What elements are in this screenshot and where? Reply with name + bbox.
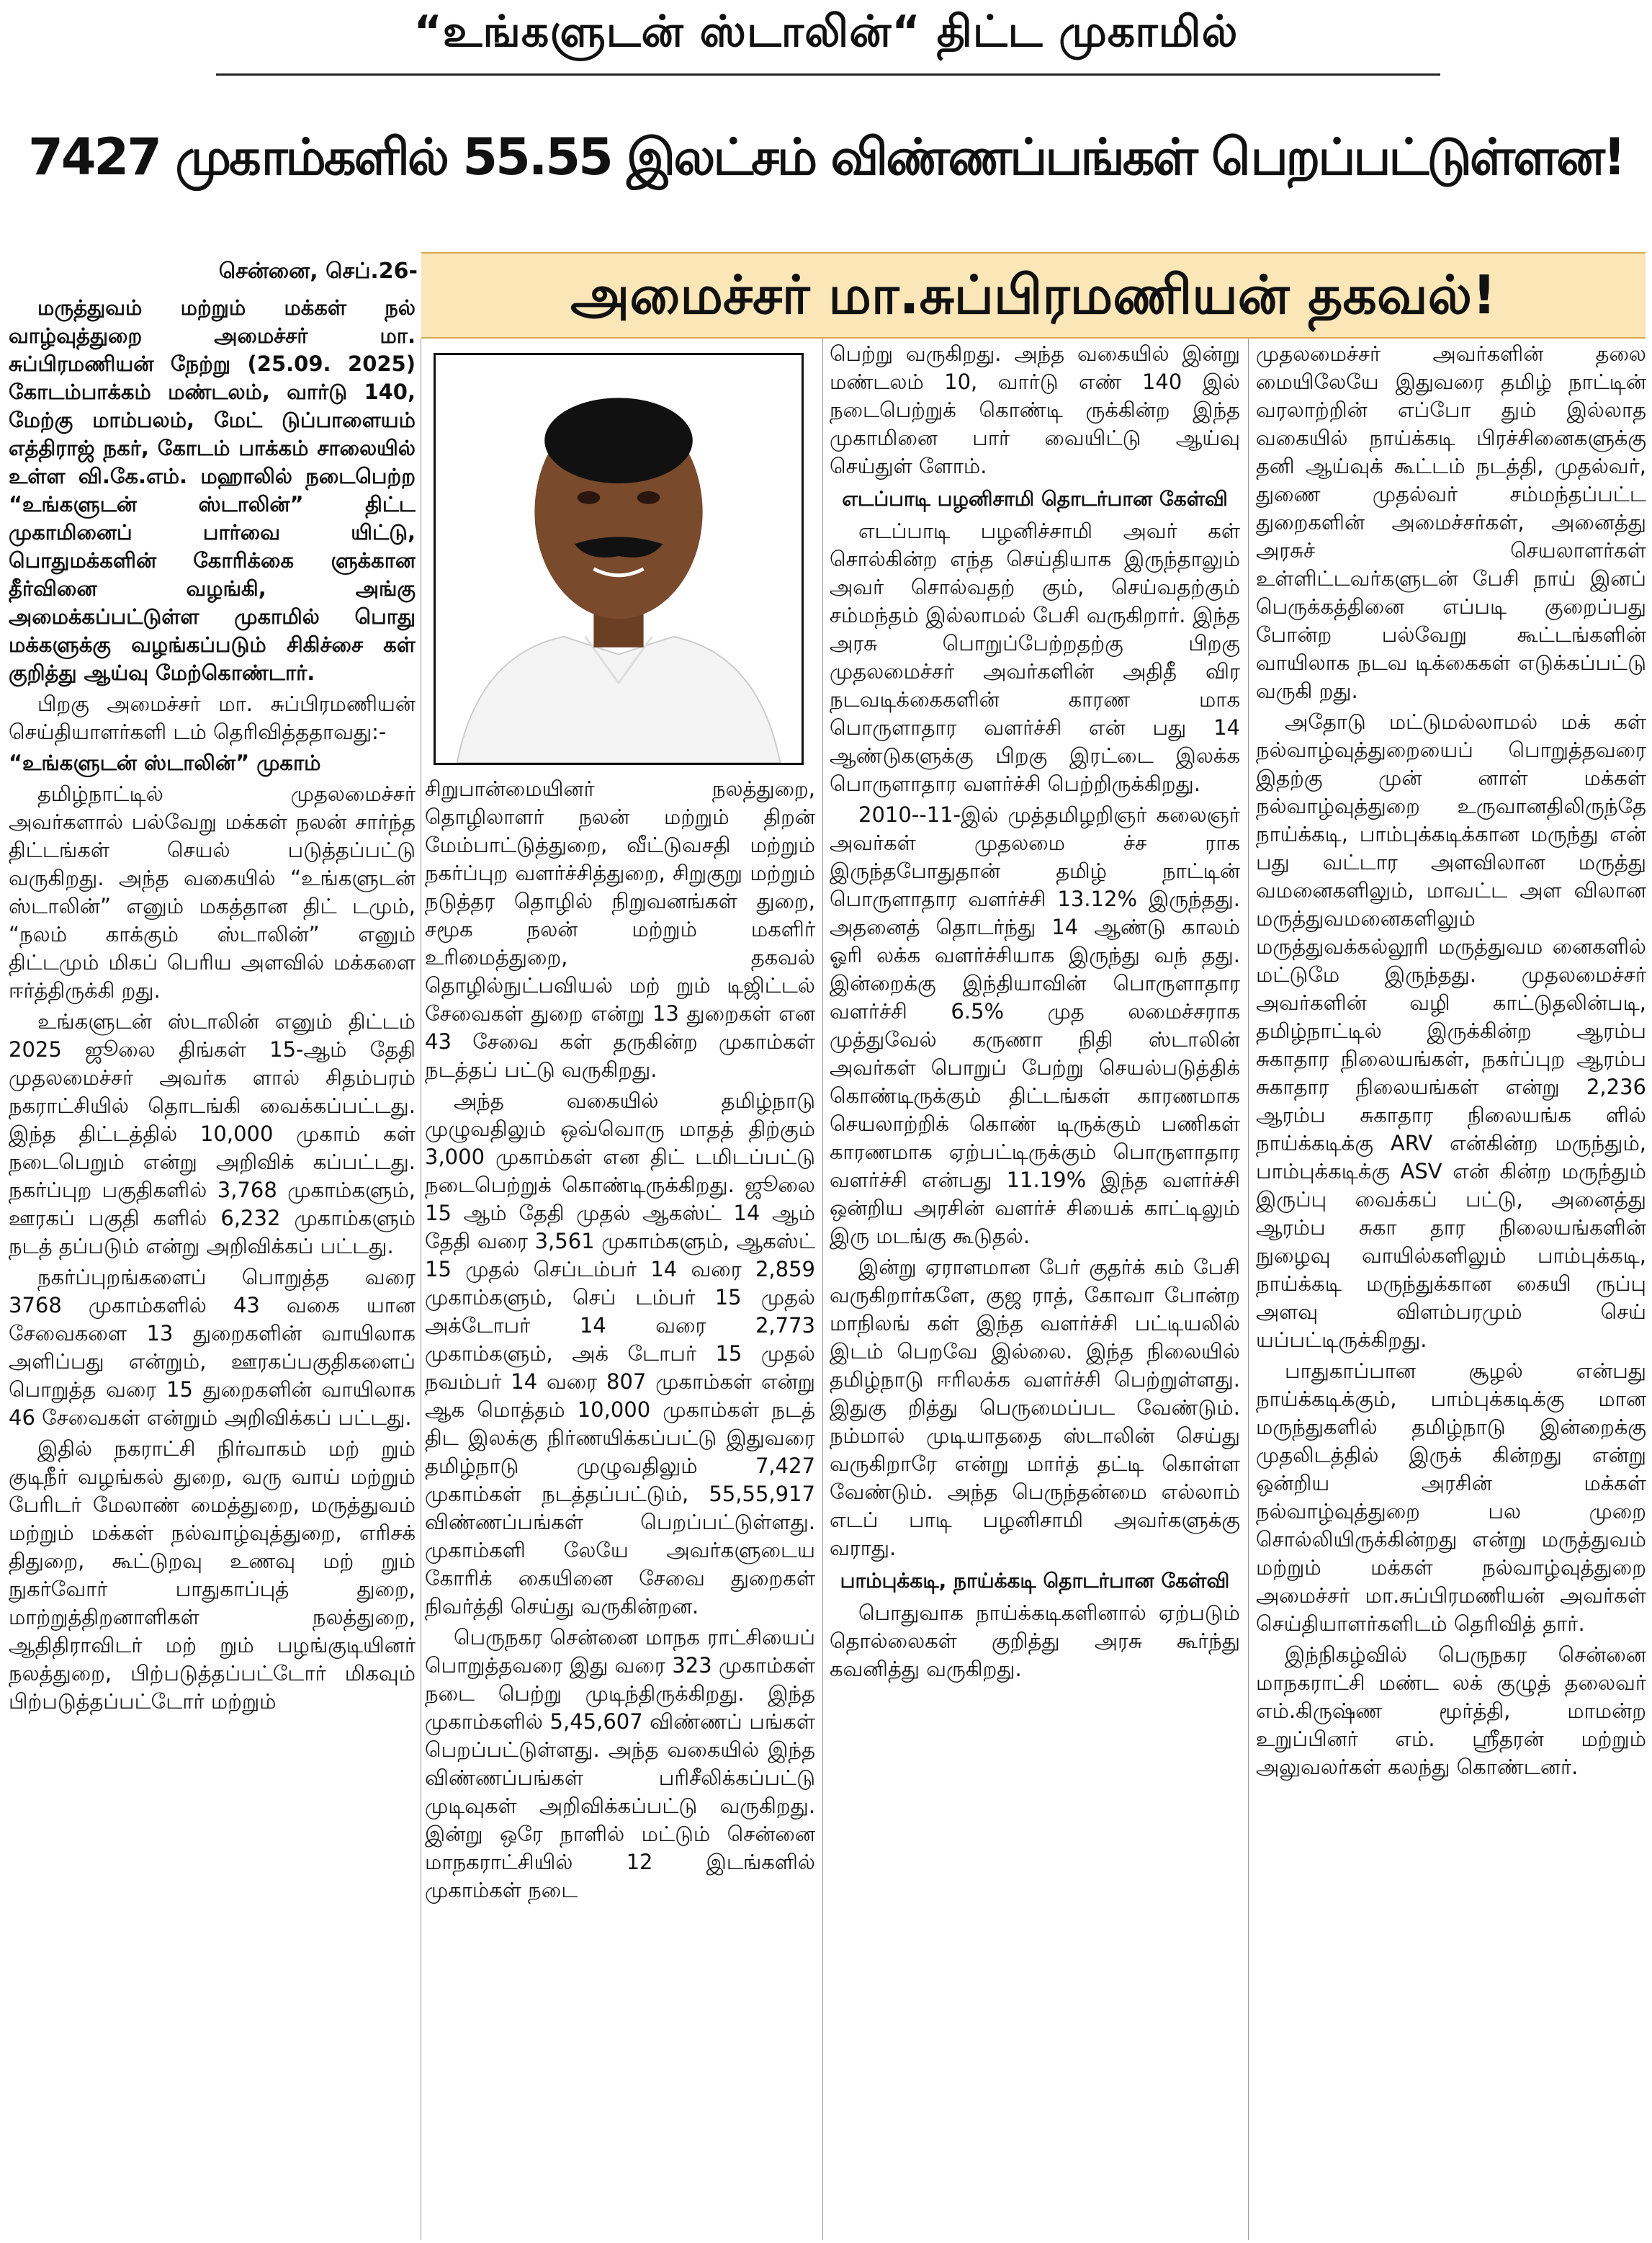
paragraph: பிறகு அமைச்சர் மா. சுப்பிரமணியன் செய்தியாளர்களி டம் தெரிவித்ததாவது:- xyxy=(9,691,416,744)
section-heading: எடப்பாடி பழனிசாமி தொடர்பான கேள்வி xyxy=(842,487,1228,511)
paragraph: பெருநகர சென்னை மாநக ராட்சியைப் பொறுத்தவரை இது வரை 323 முகாம்கள் நடை பெற்று முடிந்திருக்கிறது. இந்த முகாம்களில் 5,45,607 விண்ணப் பங்கள் பெறப்பட்டுள்ளது. அந்த வகையில் இந்த விண்ணப்பங்கள் பரிசீலிக்கப்பட்டு முடிவுகள் அறிவிக்கப்பட்டு வருகிறது. இன்று ஒரே நாளில் மட்டும் சென்னை மாநகராட்சியில் 12 இடங்களில் முகாம்கள் நடை xyxy=(425,1625,815,1902)
paragraph: எடப்பாடி பழனிச்சாமி அவர் கள் சொல்கின்ற எந்த செய்தியாக இருந்தாலும் அவர் சொல்வதற் கும், செய்வதற்கும் சம்மந்தம் இல்லாமல் பேசி வருகிறார். இந்த அரசு பொறுப்பேற்றதற்கு பிறகு முதலமைச்சர் அவர்களின் அதிதீ விர நடவடிக்கைகளின் காரண மாக பொருளாதார வளர்ச்சி என் பது 14 ஆண்டுகளுக்கு பிறகு இரட்டை இலக்க பொருளாதார வளர்ச்சி பெற்றிருக்கிறது. xyxy=(830,519,1240,796)
paragraph: இந்நிகழ்வில் பெருநகர சென்னை மாநகராட்சி மண்ட லக் குழுத் தலைவர் எம்.கிருஷ்ண மூர்த்தி, மாமன்ற உறுப்பினர் எம். ஸ்ரீதரன் மற்றும் அலுவலர்கள் கலந்து கொண்டனர். xyxy=(1256,1642,1646,1779)
article-column-2 xyxy=(425,775,815,2239)
paragraph: நகர்ப்புறங்களைப் பொறுத்த வரை 3768 முகாம்களில் 43 வகை யான சேவைகளை 13 துறைகளின் வாயிலாக அளிப்பது என்றும், ஊரகப்பகுதிகளைப் பொறுத்த வரை 15 துறைகளின் வாயிலாக 46 சேவைகள் என்றும் அறிவிக்கப் பட்டது. xyxy=(9,1265,416,1430)
article-column-4 xyxy=(1256,340,1646,2239)
kicker: “உங்களுடன் ஸ்டாலின்“ திட்ட முகாமில் xyxy=(413,6,1239,57)
minister-photo xyxy=(434,353,804,765)
column-rule xyxy=(822,339,823,2240)
paragraph: 2010--11-இல் முத்தமிழறிஞர் கலைஞர் அவர்கள் முதலமை ச்ச ராக இருந்தபோதுதான் தமிழ் நாட்டின் பொருளாதார வளர்ச்சி 13.12% இருந்தது. அதனைத் தொடர்ந்து 14 ஆண்டு காலம் ஓரி லக்க வளர்ச்சியாக இருந்து வந் தது. இன்றைக்கு இந்தியாவின் பொருளாதார வளர்ச்சி 6.5% முத லமைச்சராக முத்துவேல் கருணா நிதி ஸ்டாலின் அவர்கள் பொறுப் பேற்று செயல்படுத்திக் கொண்டிருக்கும் திட்டங்கள் காரணமாக செயலாற்றிக் கொண் டிருக்கும் பணிகள் காரணமாக ஏற்பட்டிருக்கும் பொருளாதார வளர்ச்சி என்பது 11.19% இந்த வளர்ச்சி ஒன்றிய அரசின் வளர்ச் சியைக் காட்டிலும் இரு மடங்கு கூடுதல். xyxy=(830,802,1240,1248)
paragraph: சிறுபான்மையினர் நலத்துறை, தொழிலாளர் நலன் மற்றும் திறன் மேம்பாட்டுத்துறை, வீட்டுவசதி மற்றும் நகர்ப்புற வளர்ச்சித்துறை, சிறுகுறு மற்றும் நடுத்தர தொழில் நிறுவனங்கள் துறை, சமூக நலன் மற்றும் மகளிர் உரிமைத்துறை, தகவல் தொழில்நுட்பவியல் மற் றும் டிஜிட்டல் சேவைகள் துறை என்று 13 துறைகள் என 43 சேவை கள் தருகின்ற முகாம்கள் நடத்தப் பட்டு வருகிறது. xyxy=(425,776,815,1082)
portrait-illustration xyxy=(436,355,802,763)
column-rule xyxy=(1248,339,1249,2240)
paragraph: இதில் நகராட்சி நிர்வாகம் மற் றும் குடிநீர் வழங்கல் துறை, வரு வாய் மற்றும் பேரிடர் மேலாண் மைத்துறை, மருத்துவம் மற்றும் மக்கள் நல்வாழ்வுத்துறை, எரிசக் திதுறை, கூட்டுறவு உணவு மற் றும் நுகர்வோர் பாதுகாப்புத் துறை, மாற்றுத்திறனாளிகள் நலத்துறை, ஆதிதிராவிடர் மற் றும் பழங்குடியினர் நலத்துறை, பிற்படுத்தப்பட்டோர் மிகவும் பிற்படுத்தப்பட்டோர் மற்றும் xyxy=(9,1436,416,1714)
headline: 7427 முகாம்களில் 55.55 இலட்சம் விண்ணப்பங்கள் பெறப்பட்டுள்ளன! xyxy=(28,127,1624,187)
section-heading: “உங்களுடன் ஸ்டாலின்” முகாம் xyxy=(9,751,321,775)
article-lead: மருத்துவம் மற்றும் மக்கள் நல் வாழ்வுத்துறை அமைச்சர் மா. சுப்பிரமணியன் நேற்று (25.09. 2025) கோடம்பாக்கம் மண்டலம், வார்டு 140, மேற்கு மாம்பலம், மேட் டுப்பாளையம் எத்திராஜ் நகர், கோடம் பாக்கம் சாலையில் உள்ள வி.கே.எம். மஹாலில் நடைபெற்ற “உங்களுடன் ஸ்டாலின்” திட்ட முகாமினைப் பார்வை யிட்டு, பொதுமக்களின் கோரிக்கை ளுக்கான தீர்வினை வழங்கி, அங்கு அமைக்கப்பட்டுள்ள முகாமில் பொது மக்களுக்கு வழங்கப்படும் சிகிச்சை கள் குறித்து ஆய்வு மேற்கொண்டார். xyxy=(9,295,416,685)
article-column-1 xyxy=(9,294,416,2239)
dateline: சென்னை, செப்.26- xyxy=(218,259,418,284)
paragraph: அதோடு மட்டுமல்லாமல் மக் கள் நல்வாழ்வுத்துறையைப் பொறுத்தவரை இதற்கு முன் னாள் மக்கள் நல்வாழ்வுத்துறை உருவானதிலிருந்தே நாய்க்கடி, பாம்புக்கடிக்கான மருந்து என் பது வட்டார அளவிலான மருத்து வமனைகளிலும், மாவட்ட அள விலான மருத்துவமனைகளிலும் மருத்துவக்கல்லூரி மருத்துவம னைகளில் மட்டுமே இருந்தது. முதலமைச்சர் அவர்களின் வழி காட்டுதலின்படி, தமிழ்நாட்டில் இருக்கின்ற ஆரம்ப சுகாதார நிலையங்கள், நகர்ப்புற ஆரம்ப சுகாதார நிலையங்கள் என்று 2,236 ஆரம்ப சுகாதார நிலையங்க ளில் நாய்க்கடிக்கு ARV என்கின்ற மருந்தும், பாம்புக்கடிக்கு ASV என் கின்ற மருந்தும் இருப்பு வைக்கப் பட்டு, அனைத்து ஆரம்ப சுகா தார நிலையங்களின் நுழைவு வாயில்களிலும் பாம்புக்கடி, நாய்க்கடி மருந்துக்கான கையி ருப்பு அளவு விளம்பரமும் செய் யப்பட்டிருக்கிறது. xyxy=(1256,709,1646,1352)
paragraph: பெற்று வருகிறது. அந்த வகையில் இன்று மண்டலம் 10, வார்டு எண் 140 இல் நடைபெற்றுக் கொண்டி ருக்கின்ற இந்த முகாமினை பார் வையிட்டு ஆய்வு செய்துள் ளோம். xyxy=(830,341,1240,478)
kicker-rule xyxy=(216,73,1440,76)
paragraph: பொதுவாக நாய்க்கடிகளினால் ஏற்படும் தொல்லைகள் குறித்து அரசு கூர்ந்து கவனித்து வருகிறது. xyxy=(830,1600,1240,1681)
paragraph: உங்களுடன் ஸ்டாலின் எனும் திட்டம் 2025 ஜூலை திங்கள் 15-ஆம் தேதி முதலமைச்சர் அவர்க ளால் சிதம்பரம் நகராட்சியில் தொடங்கி வைக்கப்பட்டது. இந்த திட்டத்தில் 10,000 முகாம் கள் நடைபெறும் என்று அறிவிக் கப்பட்டது. நகர்ப்புற பகுதிகளில் 3,768 முகாம்களும், ஊரகப் பகுதி களில் 6,232 முகாம்களும் நடத் தப்படும் என்று அறிவிக்கப் பட்டது. xyxy=(9,1009,416,1258)
section-heading: பாம்புக்கடி, நாய்க்கடி தொடர்பான கேள்வி xyxy=(840,1569,1230,1593)
paragraph: தமிழ்நாட்டில் முதலமைச்சர் அவர்களால் பல்வேறு மக்கள் நலன் சார்ந்த திட்டங்கள் செயல் படுத்தப்பட்டு வருகிறது. அந்த வகையில் “உங்களுடன் ஸ்டாலின்” எனும் மகத்தான திட் டமும், “நலம் காக்கும் ஸ்டாலின்” எனும் திட்டமும் மிகப் பெரிய அளவில் மக்களை ஈர்த்திருக்கி றது. xyxy=(9,782,416,1003)
paragraph: முதலமைச்சர் அவர்களின் தலை மையிலேயே இதுவரை தமிழ் நாட்டின் வரலாற்றின் எப்போ தும் இல்லாத வகையில் நாய்க்கடி பிரச்சினைகளுக்கு தனி ஆய்வுக் கூட்டம் நடத்தி, முதல்வர், துணை முதல்வர் சம்மந்தப்பட்ட துறைகளின் அமைச்சர்கள், அனைத்து அரசுச் செயலாளர்கள் உள்ளிட்டவர்களுடன் பேசி நாய் இனப் பெருக்கத்தினை எப்படி குறைப்பது போன்ற பல்வேறு கூட்டங்களின் வாயிலாக நடவ டிக்கைகள் எடுக்கப்பட்டு வருகி றது. xyxy=(1256,341,1646,703)
subhead: அமைச்சர் மா.சுப்பிரமணியன் தகவல்! xyxy=(570,264,1496,326)
subhead-band xyxy=(421,252,1646,339)
paragraph: பாதுகாப்பான சூழல் என்பது நாய்க்கடிக்கும், பாம்புக்கடிக்கு மான மருந்துகளில் தமிழ்நாடு இன்றைக்கு முதலிடத்தில் இருக் கின்றது என்று ஒன்றிய அரசின் மக்கள் நல்வாழ்வுத்துறை பல முறை சொல்லியிருக்கின்றது என்று மருத்துவம் மற்றும் மக்கள் நல்வாழ்வுத்துறை அமைச்சர் மா.சுப்பிரமணியன் அவர்கள் செய்தியாளர்களிடம் தெரிவித் தார். xyxy=(1256,1358,1646,1636)
paragraph: இன்று ஏராளமான பேர் குதர்க் கம் பேசி வருகிறார்களே, குஜ ராத், கோவா போன்ற மாநிலங் கள் இந்த வளர்ச்சி பட்டியலில் இடம் பெறவே இல்லை. இந்த நிலையில் தமிழ்நாடு ஈரிலக்க வளர்ச்சி பெற்றுள்ளது. இதுகு றித்து பெருமைப்பட வேண்டும். நம்மால் முடியாததை ஸ்டாலின் செய்து வருகிறாரே என்று மார்த் தட்டி கொள்ள வேண்டும். அந்த பெருந்தன்மை எல்லாம் எடப் பாடி பழனிசாமி அவர்களுக்கு வராது. xyxy=(830,1255,1240,1560)
article-column-3 xyxy=(830,340,1240,2239)
paragraph: அந்த வகையில் தமிழ்நாடு முழுவதிலும் ஒவ்வொரு மாதத் திற்கும் 3,000 முகாம்கள் என திட் டமிடப்பட்டு நடைபெற்றுக் கொண்டிருக்கிறது. ஜூலை 15 ஆம் தேதி முதல் ஆகஸ்ட் 14 ஆம் தேதி வரை 3,561 முகாம்களும், ஆகஸ்ட் 15 முதல் செப்டம்பர் 14 வரை 2,859 முகாம்களும், செப் டம்பர் 15 முதல் அக்டோபர் 14 வரை 2,773 முகாம்களும், அக் டோபர் 15 முதல் நவம்பர் 14 வரை 807 முகாம்கள் என்று ஆக மொத்தம் 10,000 முகாம்கள் நடத் திட இலக்கு நிர்ணயிக்கப்பட்டு இதுவரை தமிழ்நாடு முழுவதிலும் 7,427 முகாம்கள் நடத்தப்பட்டும், 55,55,917 விண்ணப்பங்கள் பெறப்பட்டுள்ளது. முகாம்களி லேயே அவர்களுடைய கோரிக் கையினை சேவை துறைகள் நிவர்த்தி செய்து வருகின்றன. xyxy=(425,1088,815,1619)
